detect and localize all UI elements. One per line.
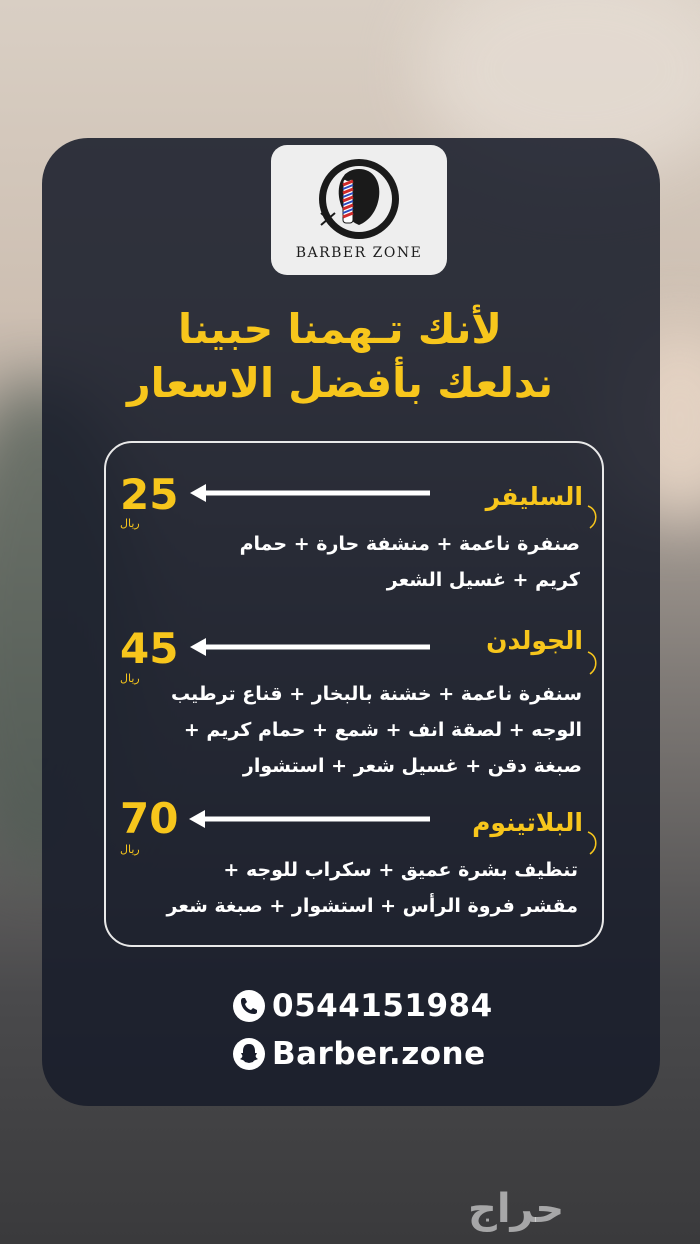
watermark-logo: حراج bbox=[468, 1186, 565, 1232]
package-currency-platinum: ريال bbox=[120, 843, 140, 856]
headline bbox=[100, 302, 580, 410]
description-line: سنفرة ناعمة + خشنة بالبخار + قناع ترطيب bbox=[170, 683, 582, 705]
description-line: كريم + غسيل الشعر bbox=[386, 569, 580, 591]
arrow-left-icon bbox=[190, 484, 430, 502]
headline-line-2: ندلعك بأفضل الاسعار bbox=[126, 359, 553, 407]
phone-icon bbox=[232, 989, 266, 1023]
package-name-golden: الجولدن bbox=[486, 626, 583, 655]
package-description-silver bbox=[160, 526, 580, 598]
package-price-silver: 25 bbox=[120, 470, 179, 519]
swirl-decoration-icon bbox=[586, 830, 600, 856]
description-line: الوجه + لصقة انف + شمع + حمام كريم + bbox=[183, 719, 582, 741]
snapchat-contact[interactable] bbox=[232, 1034, 486, 1074]
swirl-decoration-icon bbox=[586, 504, 600, 530]
logo bbox=[271, 145, 447, 275]
arrow-left-icon bbox=[190, 638, 430, 656]
logo-text: BARBER ZONE bbox=[295, 245, 423, 261]
package-currency-silver: ريال bbox=[120, 517, 140, 530]
barber-pole-emblem-icon bbox=[315, 155, 403, 243]
snapchat-handle: Barber.zone bbox=[272, 1036, 486, 1072]
headline-line-1: لأنك تـهمنا حبينا bbox=[178, 305, 502, 353]
package-name-silver: السليفر bbox=[485, 482, 583, 511]
description-line: تنظيف بشرة عميق + سكراب للوجه + bbox=[223, 859, 578, 881]
package-description-golden bbox=[142, 676, 582, 784]
description-line: مقشر فروة الرأس + استشوار + صبغة شعر bbox=[166, 895, 578, 917]
package-price-golden: 45 bbox=[120, 624, 179, 673]
package-name-platinum: البلاتينوم bbox=[472, 808, 583, 837]
description-line: صبغة دقن + غسيل شعر + استشوار bbox=[242, 755, 582, 777]
package-price-platinum: 70 bbox=[120, 794, 179, 843]
description-line: صنفرة ناعمة + منشفة حارة + حمام bbox=[239, 533, 580, 555]
phone-number: 0544151984 bbox=[272, 988, 493, 1024]
phone-contact[interactable] bbox=[232, 986, 493, 1026]
swirl-decoration-icon bbox=[586, 650, 600, 676]
package-description-platinum bbox=[158, 852, 578, 924]
arrow-left-icon bbox=[188, 810, 430, 828]
snapchat-ghost-icon bbox=[232, 1037, 266, 1071]
package-currency-golden: ريال bbox=[120, 672, 140, 685]
